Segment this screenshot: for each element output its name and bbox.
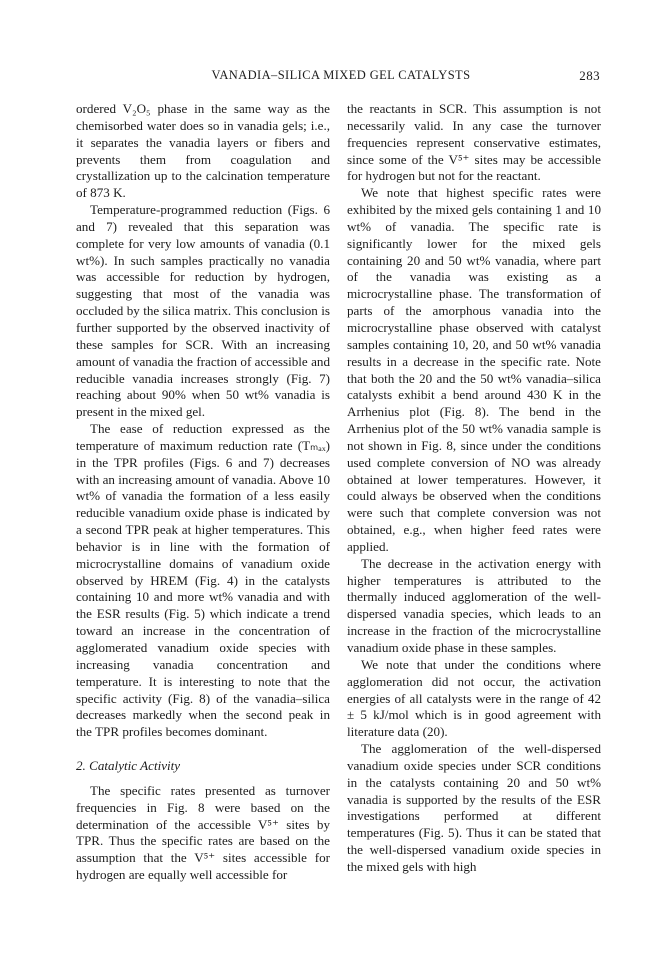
paragraph: ordered V₂O₅ phase in the same way as the chemisorbed water does so in vanadia gels; i.e., it separates the vanadia layers or fibers and prevents them from coagulation and crystallization up to the calcination temperature of 873 K. — [76, 101, 330, 201]
right-column — [347, 101, 601, 876]
paragraph: We note that under the conditions where agglomeration did not occur, the activation energies of all catalysts were in the range of 42 ± 5 kJ/mol which is in good agreement with literature data (20). — [347, 656, 601, 740]
paragraph: The ease of reduction expressed as the temperature of maximum reduction rate (Tₘₐₓ) in the TPR profiles (Figs. 6 and 7) decreases with an increasing amount of vanadia. Above 10 wt% of vanadia the formation of a less easily reducible vanadium oxide phase is indicated by a second TPR peak at higher temperatures. This behavior is in line with the formation of microcrystalline domains of vanadium oxide observed by HREM (Fig. 4) in the catalysts containing 10 and more wt% vanadia and with the ESR results (Fig. 5) which indicate a trend toward an increase in the concentration of agglomerated vanadium oxide species with increasing vanadia concentration and temperature. It is interesting to note that the specific activity (Fig. 8) of the vanadia–silica decreases markedly when the second peak in the TPR profiles becomes dominant. — [76, 421, 330, 740]
paragraph: The decrease in the activation energy with higher temperatures is attributed to the thermally induced agglomeration of the well-dispersed vanadia species, which leads to an increase in the fraction of the microcrystalline vanadium oxide phase in these samples. — [347, 555, 601, 655]
paragraph: The agglomeration of the well-dispersed vanadium oxide species under SCR conditions in the catalysts containing 20 and 50 wt% vanadia is supported by the results of the ESR investigations performed at different temperatures (Fig. 5). Thus it can be stated that the well-dispersed vanadium oxide species in the mixed gels with high — [347, 741, 601, 874]
paragraph: Temperature-programmed reduction (Figs. 6 and 7) revealed that this separation was complete for very low amounts of vanadia (0.1 wt%). In such samples practically no vanadia was accessible for reduction by hydrogen, suggesting that most of the vanadia was occluded by the silica matrix. This conclusion is further supported by the observed inactivity of these samples for SCR. With an increasing amount of vanadia the fraction of accessible and reducible vanadia increases strongly (Fig. 7) reaching about 90% when 50 wt% vanadia is present in the mixed gel. — [76, 202, 330, 420]
section-heading: 2. Catalytic Activity — [76, 758, 181, 774]
paragraph: The specific rates presented as turnover frequencies in Fig. 8 were based on the determination of the accessible V⁵⁺ sites by TPR. Thus the specific rates are based on the assumption that the V⁵⁺ sites accessible for hydrogen are equally well accessible for — [76, 782, 330, 883]
left-column — [76, 101, 330, 884]
page-number: 283 — [579, 68, 600, 83]
running-title: VANADIA–SILICA MIXED GEL CATALYSTS — [211, 68, 471, 82]
paragraph: the reactants in SCR. This assumption is not necessarily valid. In any case the turnover frequencies represent conservative estimates, since some of the V⁵⁺ sites may be accessible for hydrogen but not for the reactant. — [347, 101, 601, 184]
paragraph: We note that highest specific rates were exhibited by the mixed gels containing 1 and 10 wt% of vanadia. The specific rate is significantly lower for the mixed gels containing 20 and 50 wt% vanadia, where part of the vanadia was existing as a microcrystalline phase. The transformation of parts of the amorphous vanadia into the microcrystalline phase observed with catalyst samples containing 10, 20, and 50 wt% vanadia results in a decrease in the specific rate. Note that both the 20 and the 50 wt% vanadia–silica catalysts exhibit a bend around 430 K in the Arrhenius plot (Fig. 8). The bend in the Arrhenius plot of the 50 wt% vanadia sample is not shown in Fig. 8, since under the conditions used complete conversion of NO was already obtained at lower temperatures. However, it could always be observed when the conditions were such that complete conversion was not obtained, e.g., when higher feed rates were applied. — [347, 185, 601, 554]
running-header — [82, 68, 600, 88]
